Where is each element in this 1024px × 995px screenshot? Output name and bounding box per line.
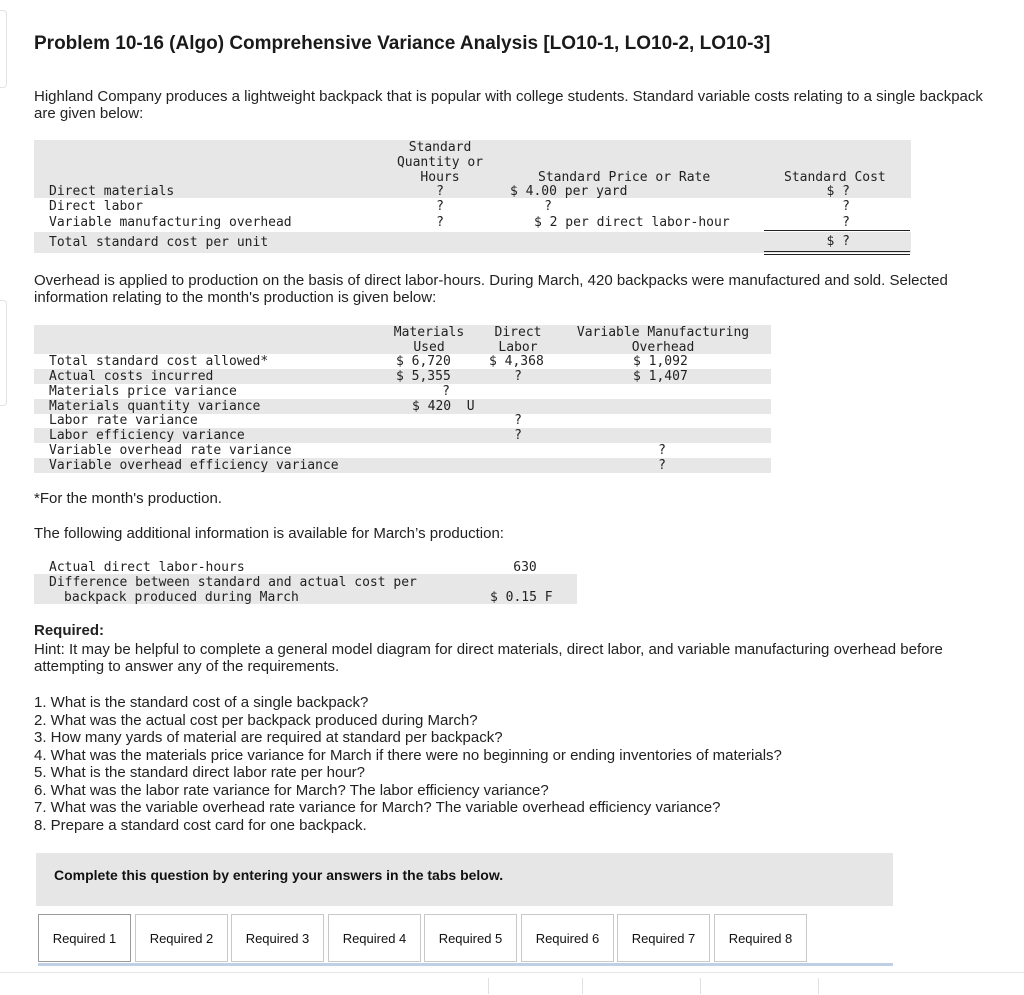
- row-price: $ 2 per direct labor-hour: [534, 215, 730, 230]
- labor-hours-value: 630: [513, 560, 537, 575]
- cost-difference-label: Difference between standard and actual cost per: [49, 575, 417, 590]
- row-voh: $ 1,407: [633, 369, 688, 384]
- row-qty: ?: [436, 184, 444, 199]
- row-cost: $ ?: [826, 184, 850, 199]
- bottom-divider: [818, 978, 819, 994]
- cost-difference-value: $ 0.15 F: [490, 590, 553, 605]
- header-labor-2: Labor: [498, 340, 538, 355]
- tab-required-7[interactable]: Required 7: [617, 914, 710, 962]
- row-label: Actual costs incurred: [49, 369, 214, 384]
- row-qty: ?: [436, 215, 444, 230]
- question-item: 2. What was the actual cost per backpack produced during March?: [34, 711, 478, 729]
- instruction-banner: [36, 853, 893, 906]
- row-label: Total standard cost allowed*: [49, 354, 269, 369]
- row-voh: $ 1,092: [633, 354, 688, 369]
- tab-required-1[interactable]: Required 1: [38, 914, 131, 962]
- question-item: 6. What was the labor rate variance for March? The labor efficiency variance?: [34, 781, 549, 799]
- bottom-divider: [582, 978, 583, 994]
- labor-hours-label: Actual direct labor-hours: [49, 560, 245, 575]
- bottom-divider: [488, 978, 489, 994]
- row-label: Variable manufacturing overhead: [49, 215, 292, 230]
- required-heading: Required:: [34, 622, 105, 639]
- question-item: 4. What was the materials price variance for March if there were no beginning or ending inventories of materials?: [34, 746, 782, 764]
- row-price: $ 4.00 per yard: [510, 184, 628, 199]
- bottom-divider: [700, 978, 701, 994]
- tab-required-6[interactable]: Required 6: [521, 914, 614, 962]
- question-item: 5. What is the standard direct labor rate per hour?: [34, 764, 366, 781]
- tab-required-5[interactable]: Required 5: [424, 914, 517, 962]
- header-voh-2: Overhead: [631, 340, 695, 355]
- tab-required-4[interactable]: Required 4: [328, 914, 421, 962]
- additional-text: The following additional information is available for March’s production:: [34, 525, 504, 542]
- footnote: *For the month's production.: [34, 490, 222, 507]
- row-label: Labor rate variance: [49, 413, 198, 428]
- bottom-strip: [0, 972, 1024, 995]
- row-voh: ?: [658, 443, 666, 458]
- question-item: 3. How many yards of material are required at standard per backpack?: [34, 729, 503, 746]
- row-label: Materials price variance: [49, 384, 237, 399]
- cost-difference-label-2: backpack produced during March: [64, 590, 299, 605]
- header-labor-1: Direct: [494, 325, 542, 340]
- row-labor: ?: [514, 369, 522, 384]
- header-voh-1: Variable Manufacturing: [576, 325, 750, 340]
- row-label: Direct materials: [49, 184, 175, 199]
- row-label: Variable overhead rate variance: [49, 443, 292, 458]
- page-title: Problem 10-16 (Algo) Comprehensive Variance Analysis [LO10-1, LO10-2, LO10-3]: [34, 33, 771, 54]
- tab-required-8[interactable]: Required 8: [714, 914, 807, 962]
- row-labor: ?: [514, 428, 522, 443]
- row-materials: $ 420 U: [412, 399, 475, 414]
- row-materials: $ 6,720: [396, 354, 451, 369]
- tab-required-2[interactable]: Required 2: [135, 914, 228, 962]
- tab-required-3[interactable]: Required 3: [231, 914, 324, 962]
- row-labor: ?: [514, 413, 522, 428]
- row-cost: ?: [842, 199, 850, 214]
- header-price: Standard Price or Rate: [538, 170, 711, 185]
- total-rule-2: [764, 254, 910, 255]
- question-item: 7. What was the variable overhead rate variance for March? The variable overhead efficiency variance?: [34, 799, 721, 816]
- overhead-text: Overhead is applied to production on the basis of direct labor-hours. During March, 420 backpacks were manufactured and sold. Selected information relating to the month's production is given below:: [34, 272, 948, 306]
- total-label: Total standard cost per unit: [49, 235, 269, 250]
- row-label: Variable overhead efficiency variance: [49, 458, 339, 473]
- left-edge-tab: [0, 300, 7, 406]
- hint-text: Hint: It may be helpful to complete a general model diagram for direct materials, direct labor, and variable manufacturing overhead before attempting to answer any of the requirements.: [34, 641, 943, 675]
- row-price: ?: [544, 199, 552, 214]
- header-materials-2: Used: [413, 340, 445, 355]
- row-materials: $ 5,355: [396, 369, 451, 384]
- header-qty-1: Standard: [408, 140, 472, 155]
- instruction-text: Complete this question by entering your answers in the tabs below.: [54, 867, 504, 883]
- tabs-underline: [38, 963, 893, 966]
- header-qty-3: Hours: [420, 170, 460, 185]
- subtotal-rule: [764, 230, 910, 231]
- row-qty: ?: [436, 199, 444, 214]
- row-label: Materials quantity variance: [49, 399, 261, 414]
- row-materials: ?: [442, 384, 450, 399]
- header-qty-2: Quantity or: [396, 155, 484, 170]
- row-label: Labor efficiency variance: [49, 428, 245, 443]
- question-item: 1. What is the standard cost of a single backpack?: [34, 694, 369, 711]
- left-edge-tab: [0, 10, 7, 88]
- row-voh: ?: [658, 458, 666, 473]
- total-cost: $ ?: [826, 234, 850, 249]
- row-labor: $ 4,368: [489, 354, 544, 369]
- total-rule-1: [764, 251, 910, 252]
- intro-text: Highland Company produces a lightweight backpack that is popular with college students. Standard variable costs relating to a single backpack are given below:: [34, 88, 983, 122]
- question-item: 8. Prepare a standard cost card for one backpack.: [34, 816, 367, 834]
- row-label: Direct labor: [49, 199, 143, 214]
- row-cost: ?: [842, 215, 850, 230]
- header-cost: Standard Cost: [784, 170, 886, 185]
- question-list: [34, 694, 782, 834]
- header-materials-1: Materials: [393, 325, 465, 340]
